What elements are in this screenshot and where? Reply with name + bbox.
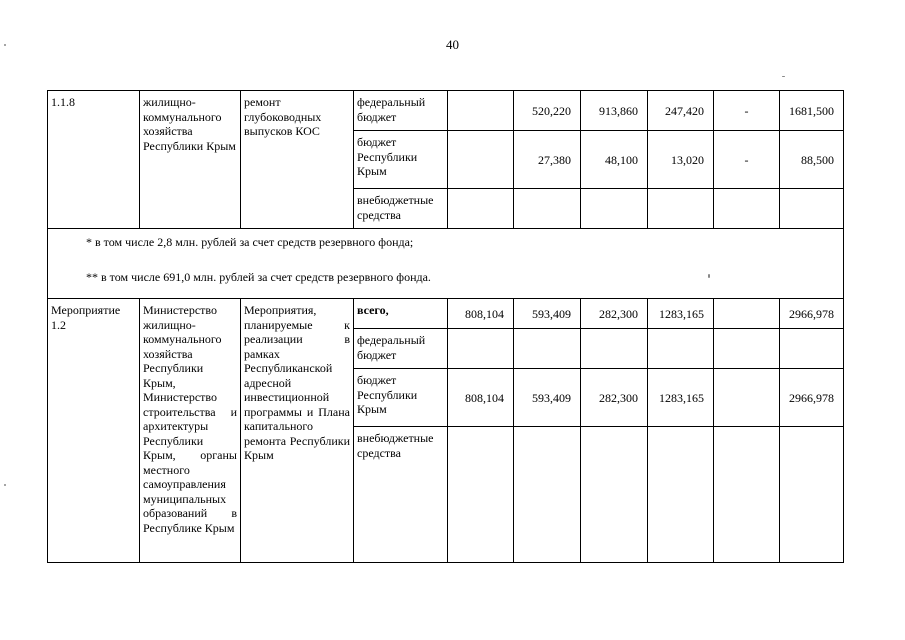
total-cell: 2966,978 (780, 369, 844, 427)
value-cell: - (714, 131, 780, 189)
notes-row (48, 229, 844, 299)
value-cell (514, 329, 581, 369)
funding-source-cell: бюджет Республики Крым (354, 369, 448, 427)
event-cell: ремонт глубоководных выпусков КОС (241, 91, 354, 229)
value-cell (448, 189, 514, 229)
total-cell (780, 189, 844, 229)
total-cell: 2966,978 (780, 299, 844, 329)
value-cell: 808,104 (448, 299, 514, 329)
value-cell (714, 189, 780, 229)
value-cell (714, 427, 780, 563)
value-cell: 48,100 (581, 131, 648, 189)
value-cell (448, 131, 514, 189)
value-cell (514, 427, 581, 563)
value-cell (581, 427, 648, 563)
footnote-cell (48, 229, 844, 299)
value-cell: 593,409 (514, 369, 581, 427)
funding-source-cell: всего, (354, 299, 448, 329)
value-cell: 282,300 (581, 369, 648, 427)
value-cell (581, 189, 648, 229)
page-number: 40 (446, 37, 459, 52)
total-cell (780, 427, 844, 563)
value-cell: 247,420 (648, 91, 714, 131)
value-cell (714, 329, 780, 369)
table-row (48, 91, 844, 131)
value-cell: 1283,165 (648, 299, 714, 329)
value-cell (448, 427, 514, 563)
executor-cell: жилищно-коммунального хозяйства Республики Крым (140, 91, 241, 229)
scan-speck (4, 44, 6, 46)
executor-cell: Министерство жилищно-коммунального хозяйства Республики Крым, Министерство строительства и архитектуры Республики Крым, органы местного самоуправления муниципальных образований в Республике Крым (140, 299, 241, 563)
value-cell: 520,220 (514, 91, 581, 131)
funding-source-cell: внебюджетные средства (354, 189, 448, 229)
value-cell (648, 329, 714, 369)
total-cell: 1681,500 (780, 91, 844, 131)
value-cell (714, 369, 780, 427)
budget-table (47, 90, 844, 563)
value-cell: 27,380 (514, 131, 581, 189)
total-cell: 88,500 (780, 131, 844, 189)
value-cell (448, 91, 514, 131)
value-cell (514, 189, 581, 229)
value-cell: 1283,165 (648, 369, 714, 427)
funding-source-cell: бюджет Республики Крым (354, 131, 448, 189)
value-cell (648, 427, 714, 563)
value-cell: 282,300 (581, 299, 648, 329)
event-cell: Мероприятия, планируемые к реализации в рамках Республиканской адресной инвестиционной программы и Плана капитального ремонта Республики Крым (241, 299, 354, 563)
value-cell (581, 329, 648, 369)
value-cell: 913,860 (581, 91, 648, 131)
table-row (48, 299, 844, 329)
scan-speck (4, 484, 6, 486)
value-cell (448, 329, 514, 369)
item-code-cell: 1.1.8 (48, 91, 140, 229)
value-cell (714, 299, 780, 329)
funding-source-cell: внебюджетные средства (354, 427, 448, 563)
scan-speck (782, 76, 785, 77)
footnote-1: * в том числе 2,8 млн. рублей за счет средств резервного фонда; (86, 235, 414, 249)
footnote-2: ** в том числе 691,0 млн. рублей за счет средств резервного фонда. (86, 270, 431, 284)
value-cell: 13,020 (648, 131, 714, 189)
funding-source-cell: федеральный бюджет (354, 91, 448, 131)
total-cell (780, 329, 844, 369)
value-cell: 808,104 (448, 369, 514, 427)
scan-speck (708, 274, 710, 278)
funding-source-cell: федеральный бюджет (354, 329, 448, 369)
item-code-cell: Мероприятие 1.2 (48, 299, 140, 563)
value-cell: 593,409 (514, 299, 581, 329)
value-cell: - (714, 91, 780, 131)
value-cell (648, 189, 714, 229)
